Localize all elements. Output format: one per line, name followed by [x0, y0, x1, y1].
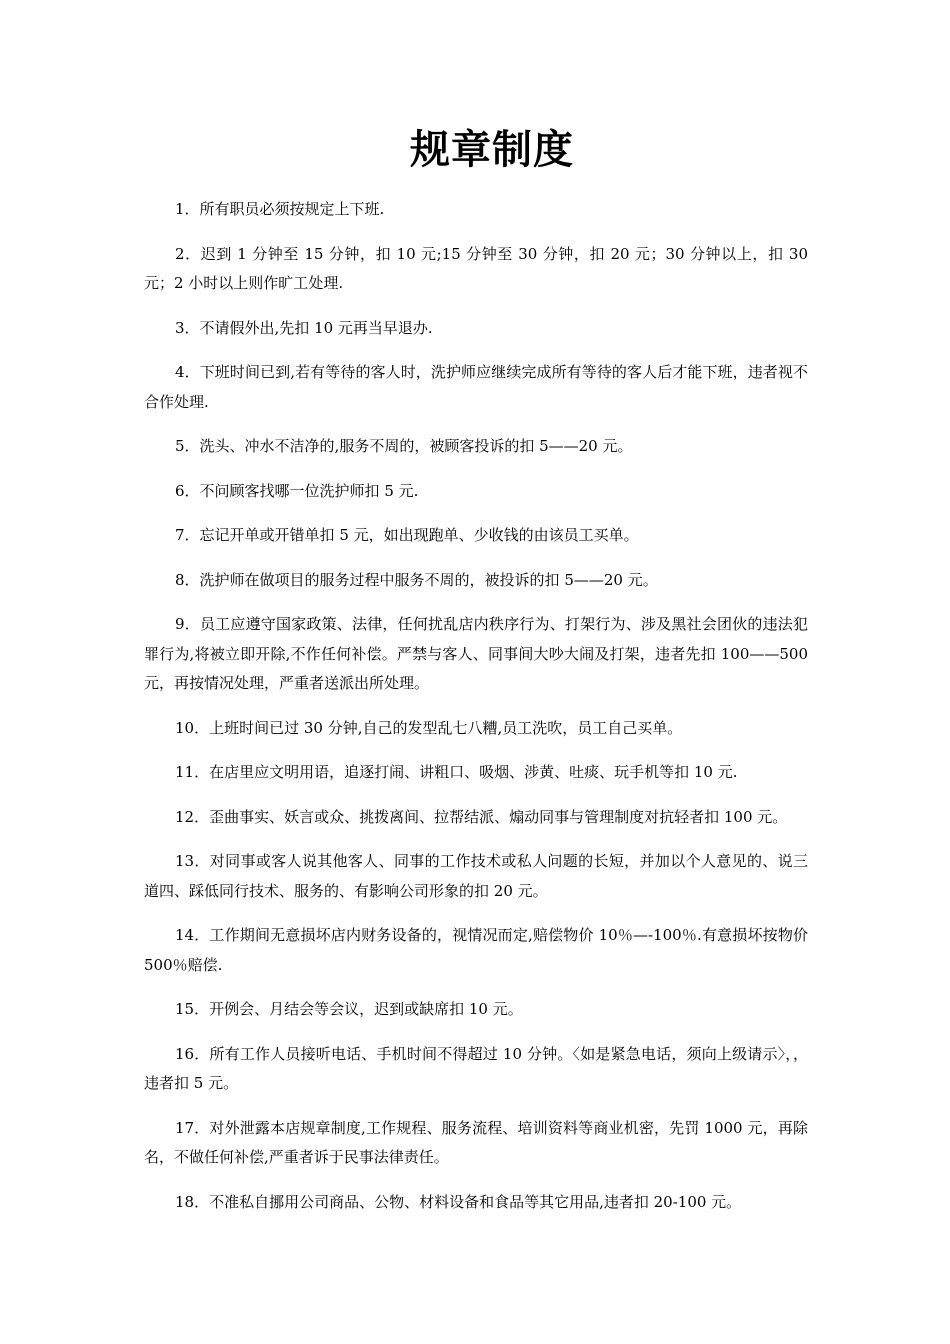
rule-item-3: 3．不请假外出,先扣 10 元再当早退办.	[175, 318, 433, 337]
rule-item-5: 5．洗头、冲水不洁净的,服务不周的，被顾客投诉的扣 5——20 元。	[175, 437, 633, 455]
document-title: 规章制度	[410, 127, 574, 173]
rule-item-7: 7．忘记开单或开错单扣 5 元，如出现跑单、少收钱的由该员工买单。	[175, 526, 639, 544]
rules-list	[144, 195, 808, 1232]
rule-item-9: 9．员工应遵守国家政策、法律，任何扰乱店内秩序行为、打架行为、涉及黑社会团伙的违法犯罪行为,将被立即开除,不作任何补偿。严禁与客人、同事间大吵大闹及打架，违者先扣 100——500 元，再按情况处理，严重者送派出所处理。	[144, 615, 808, 692]
rule-item-2: 2．迟到 1 分钟至 15 分钟，扣 10 元;15 分钟至 30 分钟，扣 20 元；30 分钟以上，扣 30 元；2 小时以上则作旷工处理.	[144, 244, 808, 292]
rule-item-13: 13．对同事或客人说其他客人、同事的工作技术或私人问题的长短，并加以个人意见的、说三道四、踩低同行技术、服务的、有影响公司形象的扣 20 元。	[144, 852, 808, 900]
rule-item-11: 11．在店里应文明用语，追逐打闹、讲粗口、吸烟、涉黄、吐痰、玩手机等扣 10 元.	[175, 763, 738, 781]
rule-item-18: 18．不准私自挪用公司商品、公物、材料设备和食品等其它用品,违者扣 20-100 元。	[175, 1192, 742, 1211]
rule-item-14: 14．工作期间无意损坏店内财务设备的，视情况而定,赔偿物价 10％—-100％.有意损坏按物价 500％赔偿.	[144, 926, 808, 974]
rule-item-15: 15．开例会、月结会等会议，迟到或缺席扣 10 元。	[175, 1000, 523, 1018]
rule-item-6: 6．不问顾客找哪一位洗护师扣 5 元.	[175, 481, 419, 500]
rule-item-8: 8．洗护师在做项目的服务过程中服务不周的，被投诉的扣 5——20 元。	[175, 570, 658, 589]
rule-item-1: 1．所有职员必须按规定上下班.	[175, 200, 385, 218]
rule-item-16: 16．所有工作人员接听电话、手机时间不得超过 10 分钟。〈如是紧急电话，须向上级请示〉，，违者扣 5 元。	[144, 1044, 808, 1092]
rule-item-17: 17．对外泄露本店规章制度,工作规程、服务流程、培训资料等商业机密，先罚 1000 元，再除名，不做任何补偿,严重者诉于民事法律责任。	[144, 1118, 808, 1166]
rule-item-4: 4．下班时间已到,若有等待的客人时，洗护师应继续完成所有等待的客人后才能下班，违者视不合作处理.	[144, 363, 808, 411]
rule-item-12: 12．歪曲事实、妖言或众、挑拨离间、拉帮结派、煽动同事与管理制度对抗轻者扣 100 元。	[175, 807, 788, 826]
rule-item-10: 10．上班时间已过 30 分钟,自己的发型乱七八糟,员工洗吹，员工自己买单。	[175, 718, 683, 737]
